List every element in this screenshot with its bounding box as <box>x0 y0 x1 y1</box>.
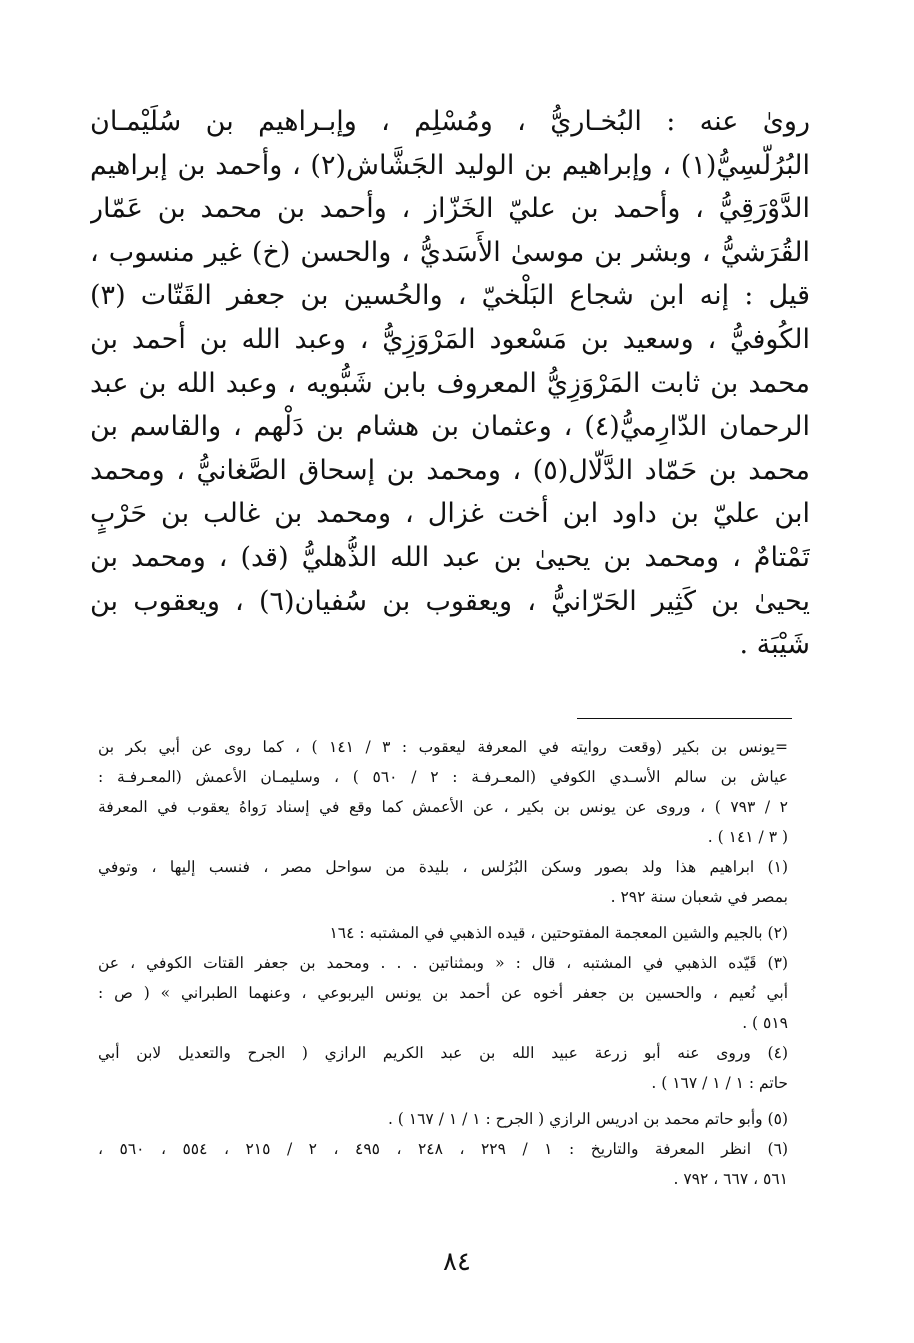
main-text-line: البُرُلُّسِيُّ(١) ، وإبراهيم بن الوليد الجَشَّاش(٢) ، وأحمد بن إبراهيم <box>90 149 810 181</box>
footnote-line: ٢ / ٧٩٣ ) ، وروى عن يونس بن بكير ، عن الأعمش كما وقع في إسناد رَواهُ يعقوب في المعرفة <box>98 798 788 816</box>
footnote-line: (٤) وروى عنه أبو زرعة عبيد الله بن عبد الكريم الرازي ( الجرح والتعديل لابن أبي <box>98 1044 788 1062</box>
main-text-line: قيل : إنه ابن شجاع البَلْخيّ ، والحُسين بن جعفر القَتّات (٣) <box>90 280 810 312</box>
footnote-line: (١) ابراهيم هذا ولد بصور وسكن البُرُلس ، بليدة من سواحل مصر ، فنسب إليها ، وتوفي <box>98 858 788 876</box>
footnote-line: (٣) قَيّده الذهبي في المشتبه ، قال : « وبمثناتين . . . ومحمد بن جعفر القتات الكوفي ، عن <box>98 954 788 972</box>
footnote-line: (٥) وأبو حاتم محمد بن ادريس الرازي ( الجرح : ١ / ١ / ١٦٧ ) . <box>387 1110 788 1128</box>
footnote-3 <box>98 948 788 1038</box>
main-text-line: ابن عليّ بن داود ابن أخت غزال ، ومحمد بن غالب بن حَرْبٍ <box>90 498 810 530</box>
main-text-body <box>90 100 810 667</box>
footnote-line: أبي نُعيم ، والحسين بن جعفر أخوه عن أحمد بن يونس اليربوعي ، وعنهما الطبراني » ( ص : <box>98 984 788 1002</box>
footnote-line: ٥١٩ ) . <box>742 1014 788 1032</box>
footnote-4 <box>98 1038 788 1098</box>
footnote-line: حاتم : ١ / ١ / ١٦٧ ) . <box>651 1074 788 1092</box>
footnote-line: (٦) انظر المعرفة والتاريخ : ١ / ٢٢٩ ، ٢٤٨ ، ٤٩٥ ، ٢ / ٢١٥ ، ٥٥٤ ، ٥٦٠ ، <box>98 1140 788 1158</box>
footnote-line: =يونس بن بكير (وقعت روايته في المعرفة ليعقوب : ٣ / ١٤١ ) ، كما روى عن أبي بكر بن <box>98 738 788 756</box>
main-text-line: يحيىٰ بن كَثِير الحَرّانيُّ ، ويعقوب بن سُفيان(٦) ، ويعقوب بن <box>90 585 810 617</box>
footnote-divider <box>577 718 792 719</box>
page-number: ٨٤ <box>443 1247 471 1277</box>
footnote-line: ( ٣ / ١٤١ ) . <box>707 828 788 846</box>
footnote-6 <box>98 1134 788 1194</box>
main-text-line: شَيْبَة . <box>739 629 810 661</box>
footnotes-section <box>98 732 788 1194</box>
footnote-line: (٢) بالجيم والشين المعجمة المفتوحتين ، قيده الذهبي في المشتبه : ١٦٤ <box>329 924 788 942</box>
main-text-line: القُرَشيُّ ، وبشر بن موسىٰ الأَسَديُّ ، والحسن (خ) غير منسوب ، <box>90 236 810 268</box>
footnote-2 <box>98 918 788 948</box>
footnote-line: عياش بن سالم الأسـدي الكوفي (المعـرفـة : ٢ / ٥٦٠ ) ، وسليمـان الأعمش (المعـرفـة : <box>98 768 788 786</box>
footnote-continued <box>98 732 788 852</box>
footnote-line: بمصر في شعبان سنة ٢٩٢ . <box>610 888 788 906</box>
main-text-line: الرحمان الدّارِميُّ(٤) ، وعثمان بن هشام بن دَلْهم ، والقاسم بن <box>90 411 810 443</box>
main-text-line: محمد بن حَمّاد الدَّلّال(٥) ، ومحمد بن إسحاق الصَّغانيُّ ، ومحمد <box>90 454 810 486</box>
footnote-5 <box>98 1104 788 1134</box>
main-text-line: تَمْتامٌ ، ومحمد بن يحيىٰ بن عبد الله الذُّهليُّ (قد) ، ومحمد بن <box>90 541 810 573</box>
main-text-line: روىٰ عنه : البُخـاريُّ ، ومُسْلِم ، وإبـراهيم بن سُلَيْمـان <box>90 106 810 137</box>
footnote-1 <box>98 852 788 912</box>
main-text-line: محمد بن ثابت المَرْوَزِيُّ المعروف بابن شَبُّويه ، وعبد الله بن عبد <box>90 367 810 399</box>
main-text-line: الدَّوْرَقِيُّ ، وأحمد بن عليّ الخَزّاز ، وأحمد بن محمد بن عَمّار <box>90 193 810 225</box>
footnote-line: ٥٦١ ، ٦٦٧ ، ٧٩٢ . <box>673 1170 788 1188</box>
main-text-line: الكُوفيُّ ، وسعيد بن مَسْعود المَرْوَزِيُّ ، وعبد الله بن أحمد بن <box>90 323 810 355</box>
